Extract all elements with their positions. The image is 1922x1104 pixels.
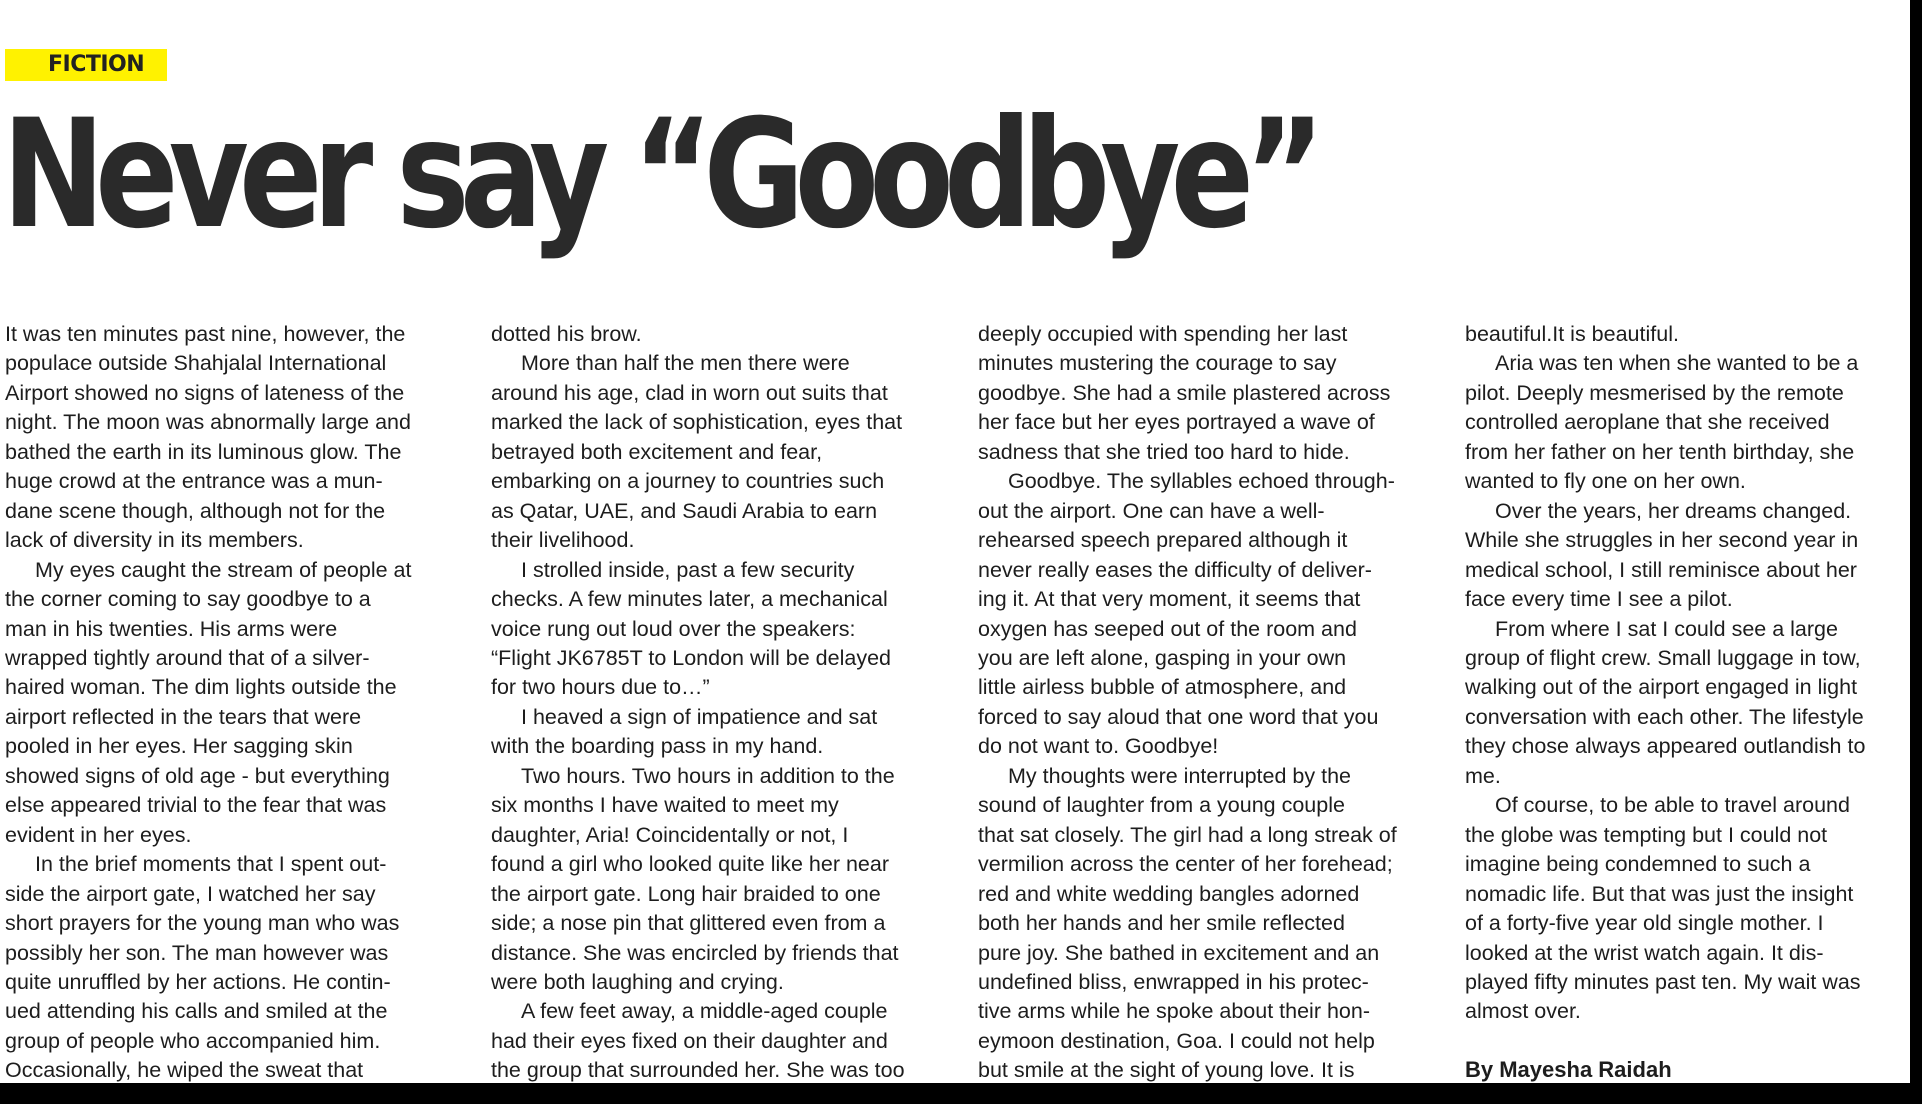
- text-line: that sat closely. The girl had a long streak of: [978, 822, 1397, 847]
- text-line: the group that surrounded her. She was too: [491, 1058, 905, 1083]
- text-line: forced to say aloud that one word that you: [978, 704, 1379, 729]
- text-line: else appeared trivial to the fear that was: [5, 793, 387, 818]
- text-line: showed signs of old age - but everything: [5, 763, 390, 788]
- text-line: checks. A few minutes later, a mechanical: [491, 587, 888, 612]
- text-line: the corner coming to say goodbye to a: [5, 587, 371, 612]
- article-paragraph: [491, 703, 969, 762]
- text-line: eymoon destination, Goa. I could not help: [978, 1028, 1375, 1053]
- text-line: I heaved a sign of impatience and sat: [521, 704, 878, 729]
- article-paragraph: [5, 320, 483, 556]
- text-line: they chose always appeared outlandish to: [1465, 734, 1866, 759]
- text-line: out the airport. One can have a well-: [978, 498, 1325, 523]
- text-line: goodbye. She had a smile plastered across: [978, 380, 1391, 405]
- text-line: almost over.: [1465, 999, 1581, 1024]
- article-paragraph: [491, 556, 969, 703]
- article-paragraph: [5, 556, 483, 851]
- text-line: populace outside Shahjalal International: [5, 351, 387, 376]
- article-paragraph: [1465, 497, 1910, 615]
- text-line: sound of laughter from a young couple: [978, 793, 1345, 818]
- text-line: found a girl who looked quite like her near: [491, 852, 890, 877]
- text-line: More than half the men there were: [521, 351, 850, 376]
- headline: Never say “Goodbye”: [2, 88, 1316, 262]
- section-tag: FICTION: [5, 49, 167, 81]
- text-line: deeply occupied with spending her last: [978, 322, 1348, 346]
- text-line: had their eyes fixed on their daughter and: [491, 1028, 888, 1053]
- text-line: around his age, clad in worn out suits that: [491, 380, 888, 405]
- article-paragraph: [978, 320, 1456, 467]
- text-line: pure joy. She bathed in excitement and an: [978, 940, 1380, 965]
- text-line: looked at the wrist watch again. It dis-: [1465, 940, 1824, 965]
- text-line: tive arms while he spoke about their hon-: [978, 999, 1370, 1024]
- text-line: do not want to. Goodbye!: [978, 734, 1219, 759]
- text-line: Goodbye. The syllables echoed through-: [1008, 469, 1395, 494]
- text-line: nomadic life. But that was just the insight: [1465, 881, 1854, 906]
- text-line: as Qatar, UAE, and Saudi Arabia to earn: [491, 498, 878, 523]
- article-column-1: [5, 320, 483, 1083]
- text-line: undefined bliss, enwrapped in his protec-: [978, 969, 1369, 994]
- text-line: ing it. At that very moment, it seems that: [978, 587, 1361, 612]
- text-line: side; a nose pin that glittered even from a: [491, 911, 886, 936]
- text-line: Aria was ten when she wanted to be a: [1495, 351, 1859, 376]
- text-line: From where I sat I could see a large: [1495, 616, 1838, 641]
- text-line: six months I have waited to meet my: [491, 793, 839, 818]
- text-line: airport reflected in the tears that were: [5, 704, 362, 729]
- text-line: oxygen has seeped out of the room and: [978, 616, 1357, 641]
- article-paragraph: [1465, 791, 1910, 1027]
- text-line: haired woman. The dim lights outside the: [5, 675, 397, 700]
- text-line: group of people who accompanied him.: [5, 1028, 381, 1053]
- text-line: medical school, I still reminisce about her: [1465, 557, 1857, 582]
- text-line: of a forty-five year old single mother. I: [1465, 911, 1824, 936]
- text-line: rehearsed speech prepared although it: [978, 528, 1348, 553]
- text-line: lack of diversity in its members.: [5, 528, 304, 553]
- text-line: In the brief moments that I spent out-: [35, 852, 387, 877]
- text-line: minutes mustering the courage to say: [978, 351, 1337, 376]
- text-line: evident in her eyes.: [5, 822, 192, 847]
- text-line: walking out of the airport engaged in light: [1465, 675, 1858, 700]
- text-line: “Flight JK6785T to London will be delayed: [491, 645, 891, 670]
- text-line: you are left alone, gasping in your own: [978, 645, 1347, 670]
- article-paragraph: [978, 762, 1456, 1083]
- text-line: A few feet away, a middle-aged couple: [521, 999, 888, 1024]
- text-line: me.: [1465, 763, 1501, 788]
- article-paragraph: [1465, 349, 1910, 496]
- text-line: bathed the earth in its luminous glow. The: [5, 439, 402, 464]
- text-line: her face but her eyes portrayed a wave of: [978, 410, 1375, 435]
- text-line: Of course, to be able to travel around: [1495, 793, 1850, 818]
- text-line: wanted to fly one on her own.: [1465, 469, 1746, 494]
- article-paragraph: [491, 320, 969, 349]
- text-line: ued attending his calls and smiled at the: [5, 999, 388, 1024]
- text-line: never really eases the difficulty of deliver-: [978, 557, 1372, 582]
- text-line: pooled in her eyes. Her sagging skin: [5, 734, 353, 759]
- text-line: My eyes caught the stream of people at: [35, 557, 412, 582]
- text-line: embarking on a journey to countries such: [491, 469, 885, 494]
- text-line: Airport showed no signs of lateness of the: [5, 380, 405, 405]
- text-line: huge crowd at the entrance was a mun-: [5, 469, 383, 494]
- text-line: the airport gate. Long hair braided to one: [491, 881, 881, 906]
- article-paragraph: [1465, 320, 1910, 349]
- article-column-2: [491, 320, 969, 1083]
- text-line: man in his twenties. His arms were: [5, 616, 338, 641]
- text-line: daughter, Aria! Coincidentally or not, I: [491, 822, 849, 847]
- text-line: for two hours due to…”: [491, 675, 710, 700]
- text-line: possibly her son. The man however was: [5, 940, 389, 965]
- text-line: face every time I see a pilot.: [1465, 587, 1733, 612]
- article-paragraph: [491, 997, 969, 1083]
- text-line: wrapped tightly around that of a silver-: [5, 645, 370, 670]
- text-line: betrayed both excitement and fear,: [491, 439, 823, 464]
- text-line: short prayers for the young man who was: [5, 911, 400, 936]
- text-line: were both laughing and crying.: [491, 969, 784, 994]
- text-line: My thoughts were interrupted by the: [1008, 763, 1351, 788]
- article-column-4: [1465, 320, 1910, 1027]
- text-line: little airless bubble of atmosphere, and: [978, 675, 1347, 700]
- text-line: quite unruffled by her actions. He contin-: [5, 969, 391, 994]
- text-line: from her father on her tenth birthday, she: [1465, 439, 1855, 464]
- text-line: played fifty minutes past ten. My wait was: [1465, 969, 1861, 994]
- article-paragraph: [1465, 615, 1910, 792]
- article-column-3: [978, 320, 1456, 1083]
- text-line: I strolled inside, past a few security: [521, 557, 855, 582]
- text-line: sadness that she tried too hard to hide.: [978, 439, 1350, 464]
- byline: By Mayesha Raidah: [1465, 1057, 1672, 1082]
- text-line: vermilion across the center of her forehead;: [978, 852, 1393, 877]
- text-line: night. The moon was abnormally large and: [5, 410, 411, 435]
- text-line: conversation with each other. The lifestyle: [1465, 704, 1864, 729]
- article-paragraph: [978, 467, 1456, 762]
- text-line: While she struggles in her second year in: [1465, 528, 1859, 553]
- text-line: dotted his brow.: [491, 322, 642, 346]
- text-line: Over the years, her dreams changed.: [1495, 498, 1852, 523]
- text-line: Two hours. Two hours in addition to the: [521, 763, 895, 788]
- text-line: controlled aeroplane that she received: [1465, 410, 1830, 435]
- text-line: Occasionally, he wiped the sweat that: [5, 1058, 364, 1083]
- article-paragraph: [5, 850, 483, 1083]
- article-paragraph: [491, 762, 969, 998]
- text-line: It was ten minutes past nine, however, the: [5, 322, 406, 346]
- text-line: marked the lack of sophistication, eyes that: [491, 410, 903, 435]
- article-paragraph: [491, 349, 969, 555]
- text-line: their livelihood.: [491, 528, 635, 553]
- text-line: distance. She was encircled by friends that: [491, 940, 899, 965]
- text-line: group of flight crew. Small luggage in tow,: [1465, 645, 1861, 670]
- text-line: pilot. Deeply mesmerised by the remote: [1465, 380, 1844, 405]
- text-line: dane scene though, although not for the: [5, 498, 386, 523]
- text-line: red and white wedding bangles adorned: [978, 881, 1360, 906]
- text-line: but smile at the sight of young love. It is: [978, 1058, 1355, 1083]
- text-line: imagine being condemned to such a: [1465, 852, 1811, 877]
- text-line: with the boarding pass in my hand.: [491, 734, 824, 759]
- text-line: side the airport gate, I watched her say: [5, 881, 376, 906]
- text-line: both her hands and her smile reflected: [978, 911, 1345, 936]
- text-line: voice rung out loud over the speakers:: [491, 616, 856, 641]
- text-line: the globe was tempting but I could not: [1465, 822, 1828, 847]
- text-line: beautiful.It is beautiful.: [1465, 322, 1679, 346]
